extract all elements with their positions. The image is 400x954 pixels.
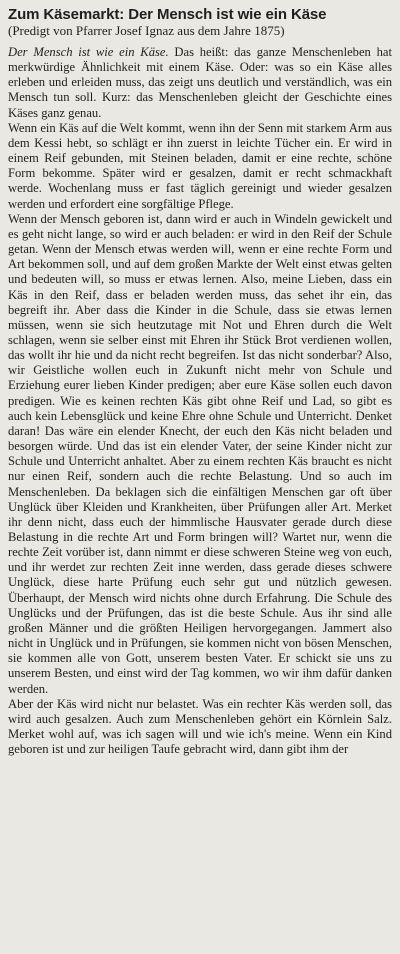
paragraph-text: Das heißt: das ganze Menschenleben hat merkwürdige Ähnlichkeit mit einem Käse. Oder: was so ein Käse alles erleben und erleiden muss, das zeigt uns deutlich und verständlich, was ein Mensch tun soll. Kurz: das Menschenleben gleicht der Geschichte eines Käses ganz genau.: [8, 45, 392, 120]
paragraph-text: Wenn der Mensch geboren ist, dann wird er auch in Windeln gewickelt und es geht nicht lange, so wird er auch beladen: er wird in den Reif der Schule getan. Wenn der Mensch etwas werden will, wenn er eine rechte Form und Art bekommen soll, und auf dem großen Markte der Welt einst etwas gelten und bedeuten will, so muss er etwas lernen. Also, meine Lieben, dass ein Käs in den Reif, dass er beladen werden muss, das sehet ihr ein, das begreift ihr. Aber dass die Kinder in die Schule, dass sie etwas lernen müssen, wenn sie sich heutzutage mit Not und Ehren durch die Welt schlagen, wenn sie selber einst mit Ehren ihr Stück Brot verdienen wollen, das wollt ihr hie und da nicht recht begreifen. Ist das nicht sonderbar? Also, wir Geistliche wollen euch in Zukunft nicht mehr von Schule und Erziehung eurer lieben Kinder predigen; aber eure Käse sollen euch davon predigen. Wie es keinen rechten Käs gibt ohne Reif und Lad, so gibt es auch kein Lebensglück und keine Ehre ohne Schule und Unterricht. Denket daran! Das wäre ein elender Knecht, der euch den Käs nicht beladen und besorgen würde. Und das ist ein elender Vater, der seine Kinder nicht zur Schule und Unterricht anhaltet. Aber zu einem rechten Käs braucht es nicht nur einen Reif, sondern auch die rechte Belastung. Und so auch im Menschenleben. Da beklagen sich die einfältigen Menschen gar oft über Unglück über Kleiden und Krankheiten, über Prüfungen aller Art. Merket ihr denn nicht, dass euch der himmlische Hausvater gerade durch diese Belastung in die rechte Art und Form bringen will? Wartet nur, wenn die rechte Zeit vorüber ist, dann nimmt er diese schweren Steine weg von euch, und ihr werdet zur rechten Zeit inne werden, dass gerade dieses schwere Unglück, diese harte Prüfung euch sehr gut und nützlich gewesen. Überhaupt, der Mensch wird nichts ohne durch Erfahrung. Die Schule des Unglücks und der Prüfungen, das ist die beste Schule. Aus ihr sind alle großen Männer und die größten Heiligen hervorgegangen. Jammert also nicht in Unglück und in Prüfungen, sie kommen nicht von bösen Menschen, sie kommen alle von Gott, unserem besten Vater. Er schickt sie uns zu unserem Besten, und einst wird der Tag kommen, wo wir ihm dafür danken werden.: [8, 211, 392, 696]
article-body: [8, 45, 392, 757]
page-title: Zum Käsemarkt: Der Mensch ist wie ein Käse: [8, 6, 327, 23]
paragraph: [8, 121, 392, 212]
page-subtitle: (Predigt von Pfarrer Josef Ignaz aus dem Jahre 1875): [8, 23, 285, 38]
paragraph: [8, 212, 392, 697]
paragraph: [8, 697, 392, 758]
paragraph-lead: Der Mensch ist wie ein Käse.: [8, 45, 169, 59]
paragraph: [8, 45, 392, 121]
paragraph-text: Aber der Käs wird nicht nur belastet. Was ein rechter Käs werden soll, das wird auch gesalzen. Auch zum Menschenleben gehört ein Körnlein Salz. Merket wohl auf, was ich sagen will und wie ich's meine. Wenn ein Kind geboren ist und zur heiligen Taufe gebracht wird, dann gibt ihm der: [8, 696, 392, 757]
paragraph-text: Wenn ein Käs auf die Welt kommt, wenn ihn der Senn mit starkem Arm aus dem Kessi hebt, so schlägt er ihn zuerst in leichte Tücher ein. Er wird in einem Reif gebunden, mit Steinen beladen, damit er eine rechte, schöne Form bekomme. Später wird er gesalzen, damit er recht schmackhaft werde. Wochenlang muss er fast täglich gereinigt und wieder gesalzen werden und erfordert eine sorgfältige Pflege.: [8, 120, 392, 211]
